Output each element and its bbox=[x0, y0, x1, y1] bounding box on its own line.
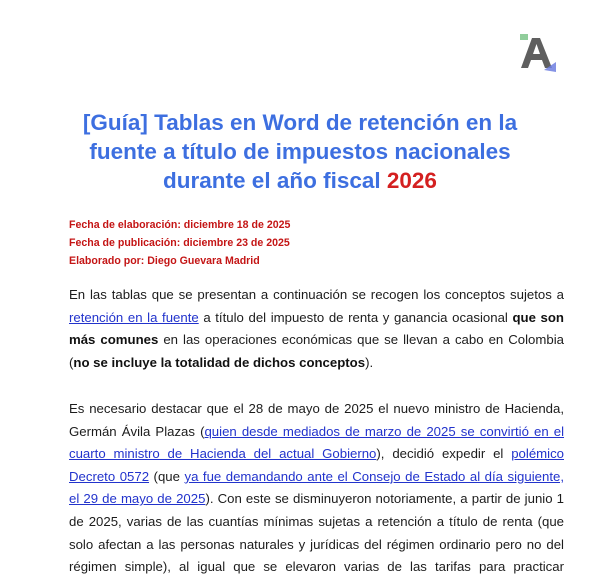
para2-text-7: solo afectan a las personas naturales y jurídicas del régimen ordinario pero no del bbox=[69, 536, 564, 552]
para2-line-3 bbox=[69, 443, 564, 466]
link-ministro-hacienda-b[interactable]: cuarto ministro de Hacienda del actual Gobierno bbox=[69, 446, 377, 462]
para2-text-5: ). Con este se disminuyeron notoriamente, a partir de junio 1 bbox=[205, 491, 564, 507]
title-line-3-text: durante el año fiscal bbox=[163, 168, 387, 193]
para2-line-4 bbox=[69, 466, 564, 489]
para1-line-4 bbox=[69, 352, 564, 375]
link-decreto-0572-b[interactable]: Decreto 0572 bbox=[69, 468, 150, 484]
elaborado-por: Elaborado por: Diego Guevara Madrid bbox=[69, 255, 260, 267]
para2-text-2: Germán Ávila Plazas ( bbox=[69, 423, 205, 439]
para1-bold-2: más comunes bbox=[69, 332, 159, 348]
para1-text-2: a título del impuesto de renta y ganancia ocasional bbox=[198, 309, 513, 325]
para2-text-4: (que bbox=[149, 468, 185, 484]
para1-text-5: ). bbox=[365, 354, 374, 370]
document-title bbox=[60, 108, 540, 195]
title-line-2: fuente a título de impuestos nacionales bbox=[89, 139, 511, 164]
link-demanda-consejo-estado-b[interactable]: el 29 de mayo de 2025 bbox=[69, 491, 206, 507]
para2-line-5 bbox=[69, 488, 564, 511]
para1-line-2 bbox=[69, 307, 564, 330]
title-line-3 bbox=[60, 166, 540, 195]
fecha-publicacion: Fecha de publicación: diciembre 23 de 2025 bbox=[69, 237, 290, 249]
para1-bold-1: que son bbox=[512, 309, 564, 325]
para2-line-7 bbox=[69, 534, 564, 557]
link-demanda-consejo-estado-a[interactable]: ya fue demandando ante el Consejo de Estado al día siguiente, bbox=[184, 468, 564, 484]
link-ministro-hacienda-a[interactable]: quien desde mediados de marzo de 2025 se convirtió en el bbox=[204, 423, 565, 439]
para1-text-1: En las tablas que se presentan a continuación se recogen los conceptos sujetos a bbox=[69, 287, 564, 302]
para1-line-3 bbox=[69, 329, 564, 352]
paragraph-decreto bbox=[69, 398, 564, 579]
para2-line-2 bbox=[69, 421, 564, 444]
para1-line-1 bbox=[69, 284, 564, 307]
title-year: 2026 bbox=[386, 168, 437, 193]
document-metadata bbox=[69, 216, 290, 270]
title-line-1: [Guía] Tablas en Word de retención en la bbox=[82, 110, 518, 135]
paragraph-intro bbox=[69, 284, 564, 374]
link-decreto-0572-a[interactable]: polémico bbox=[511, 446, 564, 462]
para2-line-8 bbox=[69, 556, 564, 579]
link-retencion-en-la-fuente[interactable]: retención en la fuente bbox=[69, 309, 199, 325]
para2-text-1: Es necesario destacar que el 28 de mayo de 2025 el nuevo ministro de Hacienda, bbox=[69, 401, 564, 416]
para1-text-4: ( bbox=[69, 354, 74, 370]
fecha-elaboracion: Fecha de elaboración: diciembre 18 de 2025 bbox=[69, 219, 291, 231]
brand-a-logo-icon bbox=[518, 32, 558, 74]
para1-text-3: en las operaciones económicas que se llevan a cabo en Colombia bbox=[158, 332, 564, 348]
para2-line-1 bbox=[69, 398, 564, 421]
para2-line-6 bbox=[69, 511, 564, 534]
para2-text-6: de 2025, varias de las cuantías mínimas sujetas a retención a título de renta (que bbox=[69, 513, 564, 529]
para2-text-8: régimen simple), al igual que se elevaron varias de las tarifas para practicar bbox=[69, 559, 564, 575]
para2-text-3: ), decidió expedir el bbox=[376, 446, 512, 462]
para1-bold-3: no se incluye la totalidad de dichos conceptos bbox=[73, 354, 366, 370]
